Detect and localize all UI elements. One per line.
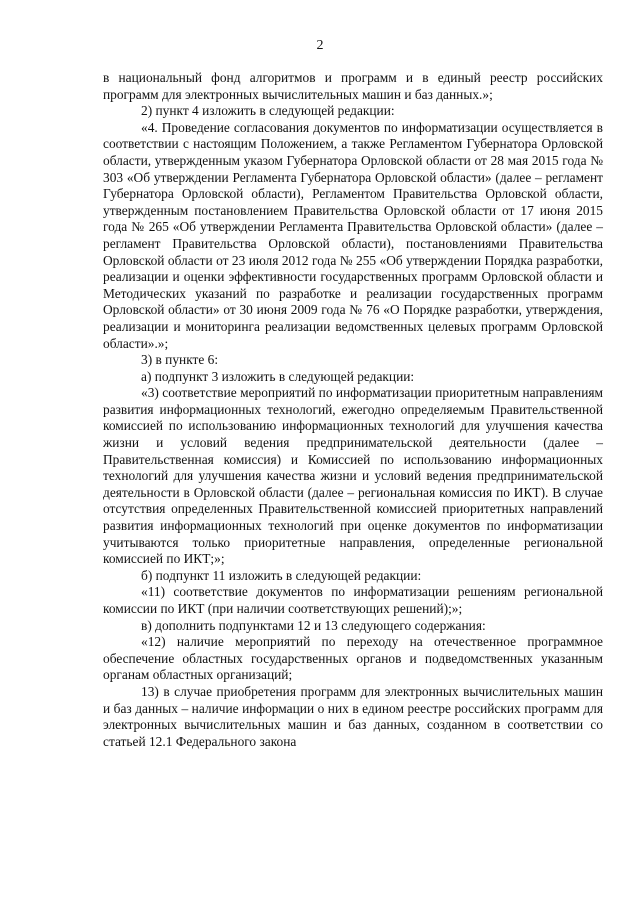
paragraph-subpoint-3-text: «3) соответствие мероприятий по информатизации приоритетным направлениям развития информационных технологий, ежегодно определяемым Правительственной комиссией по использованию информационных технологий для улучшения качества жизни и условий ведения предпринимательской деятельности (далее – Правительственная комиссия) и Комиссией по использованию информационных технологий для улучшения качества жизни и условий ведения предпринимательской деятельности в Орловской области (далее – региональная комиссия по ИКТ). В случае отсутствия определенных Правительственной комиссией приоритетных направлений развития информационных технологий при оценке документов по информатизации учитываются только приоритетные направления, определенные региональной комиссией по ИКТ;»;: [103, 385, 603, 567]
paragraph-subpoint-12-text: «12) наличие мероприятий по переходу на отечественное программное обеспечение областных государственных органов и подведомственных указанным органам областных организаций;: [103, 634, 603, 683]
document-body: [103, 70, 603, 750]
page-number: 2: [316, 38, 324, 53]
paragraph-subitem-a: а) подпункт 3 изложить в следующей редакции:: [141, 368, 415, 384]
paragraph-item-2: 2) пункт 4 изложить в следующей редакции:: [141, 103, 395, 119]
paragraph-subitem-b: б) подпункт 11 изложить в следующей редакции:: [141, 567, 422, 583]
paragraph-subpoint-13-text: 13) в случае приобретения программ для электронных вычислительных машин и баз данных – наличие информации о них в едином реестре российских программ для электронных вычислительных машин и баз данных, созданном в соответствии со статьей 12.1 Федерального закона: [103, 683, 603, 749]
paragraph-continuation: в национальный фонд алгоритмов и программ и в единый реестр российских программ для электронных вычислительных машин и баз данных.»;: [103, 70, 603, 102]
paragraph-subpoint-11-text: «11) соответствие документов по информатизации решениям региональной комиссии по ИКТ (при наличии соответствующих решений);»;: [103, 584, 603, 616]
paragraph-item-3: 3) в пункте 6:: [141, 352, 219, 368]
paragraph-subitem-v: в) дополнить подпунктами 12 и 13 следующего содержания:: [141, 617, 486, 633]
paragraph-point-4-text: «4. Проведение согласования документов по информатизации осуществляется в соответствии с настоящим Положением, а также Регламентом Губернатора Орловской области, утвержденным указом Губернатора Орловской области от 28 мая 2015 года № 303 «Об утверждении Регламента Губернатора Орловской области» (далее – регламент Губернатора Орловской области), Регламентом Правительства Орловской области, утвержденным постановлением Правительства Орловской области от 17 июня 2015 года № 265 «Об утверждении Регламента Правительства Орловской области» (далее – регламент Правительства Орловской области), постановлениями Правительства Орловской области от 23 июля 2012 года № 255 «Об утверждении Порядка разработки, реализации и оценки эффективности государственных программ Орловской области и Методических указаний по разработке и реализации государственных программ Орловской области» от 30 июня 2009 года № 76 «О Порядке разработки, утверждения, реализации и мониторинга реализации ведомственных целевых программ Орловской области».»;: [103, 119, 603, 351]
